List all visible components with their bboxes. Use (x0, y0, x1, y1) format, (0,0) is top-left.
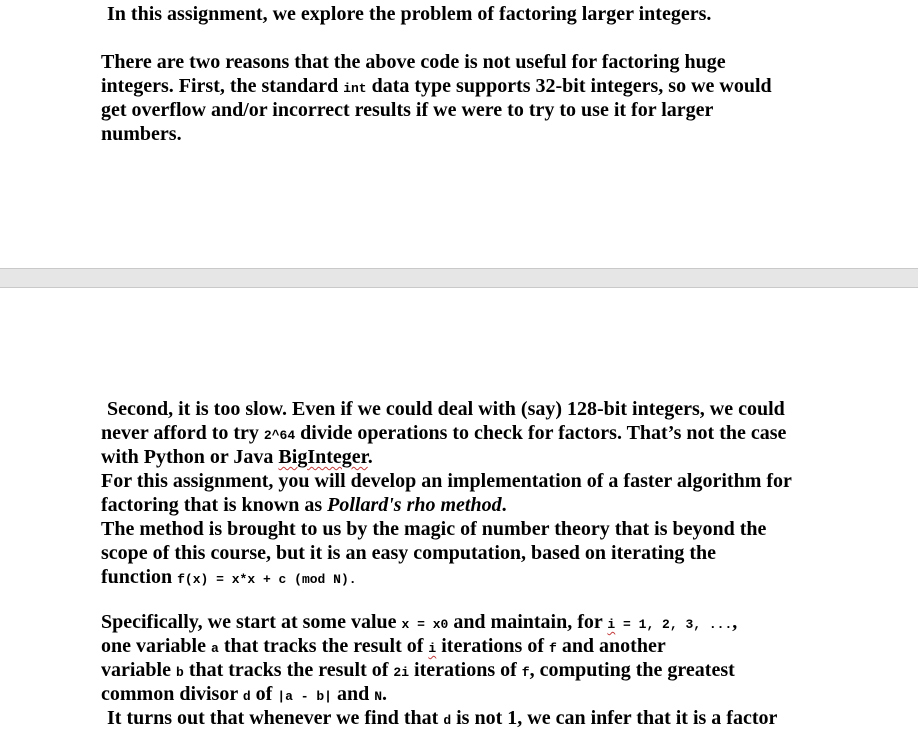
inline-code: |a - b| (277, 689, 332, 704)
text-line: factoring that is known as Pollard's rho method. (101, 494, 507, 516)
inline-code: f(x) = x*x + c (mod N). (177, 572, 357, 587)
inline-code: int (343, 81, 367, 96)
text-line: get overflow and/or incorrect results if we were to try to use it for larger (101, 99, 714, 121)
text-line: It turns out that whenever we find that d is not 1, we can infer that it is a factor (107, 707, 778, 729)
inline-code: f (521, 665, 530, 680)
inline-code: f (549, 641, 557, 656)
text-line: scope of this course, but it is an easy computation, based on iterating the (101, 542, 717, 564)
intro-paragraph (101, 2, 832, 26)
text-line: function f(x) = x*x + c (mod N). (101, 566, 357, 588)
spellcheck-underline[interactable]: BigInteger (278, 446, 368, 468)
reasons-paragraph (101, 50, 826, 146)
inline-code: 2^64 (263, 428, 296, 443)
slowness-paragraph (101, 397, 826, 469)
inline-code: i (428, 641, 437, 656)
text-line: numbers. (101, 123, 182, 145)
text-line: Specifically, we start at some value x = x0 and maintain, for i = 1, 2, 3, ..., (101, 611, 738, 633)
text-line: For this assignment, you will develop an implementation of a faster algorithm for (101, 470, 792, 492)
method-paragraph (101, 517, 826, 589)
text-line: Second, it is too slow. Even if we could deal with (say) 128-bit integers, we could (107, 398, 785, 420)
specifically-paragraph (101, 610, 826, 730)
inline-code: N (374, 689, 383, 704)
document-page-1 (0, 0, 918, 268)
text-line: never afford to try 2^64 divide operations to check for factors. That’s not the case (101, 422, 787, 444)
text-line: integers. First, the standard int data type supports 32-bit integers, so we would (101, 75, 772, 97)
page-separator (0, 268, 918, 288)
text-line: The method is brought to us by the magic of number theory that is beyond the (101, 518, 767, 540)
emphasis-text: Pollard's rho method (327, 494, 502, 516)
inline-code: i (607, 617, 616, 632)
text-line: variable b that tracks the result of 2i iterations of f, computing the greatest (101, 659, 735, 681)
text-line: common divisor d of |a - b| and N. (101, 683, 388, 705)
text-line: with Python or Java BigInteger. (101, 446, 373, 468)
assignment-paragraph (101, 469, 826, 517)
inline-code: d (443, 713, 452, 728)
inline-code: x = x0 (401, 617, 449, 632)
inline-code: b (176, 665, 184, 680)
inline-code: = 1, 2, 3, ... (615, 617, 733, 632)
document-page-2 (0, 288, 918, 729)
inline-code: 2i (393, 665, 410, 680)
text-line: one variable a that tracks the result of i iterations of f and another (101, 635, 666, 657)
inline-code: a (211, 641, 219, 656)
text-line: There are two reasons that the above code is not useful for factoring huge (101, 51, 726, 73)
inline-code: d (242, 689, 251, 704)
text-line: In this assignment, we explore the problem of factoring larger integers. (107, 3, 712, 25)
